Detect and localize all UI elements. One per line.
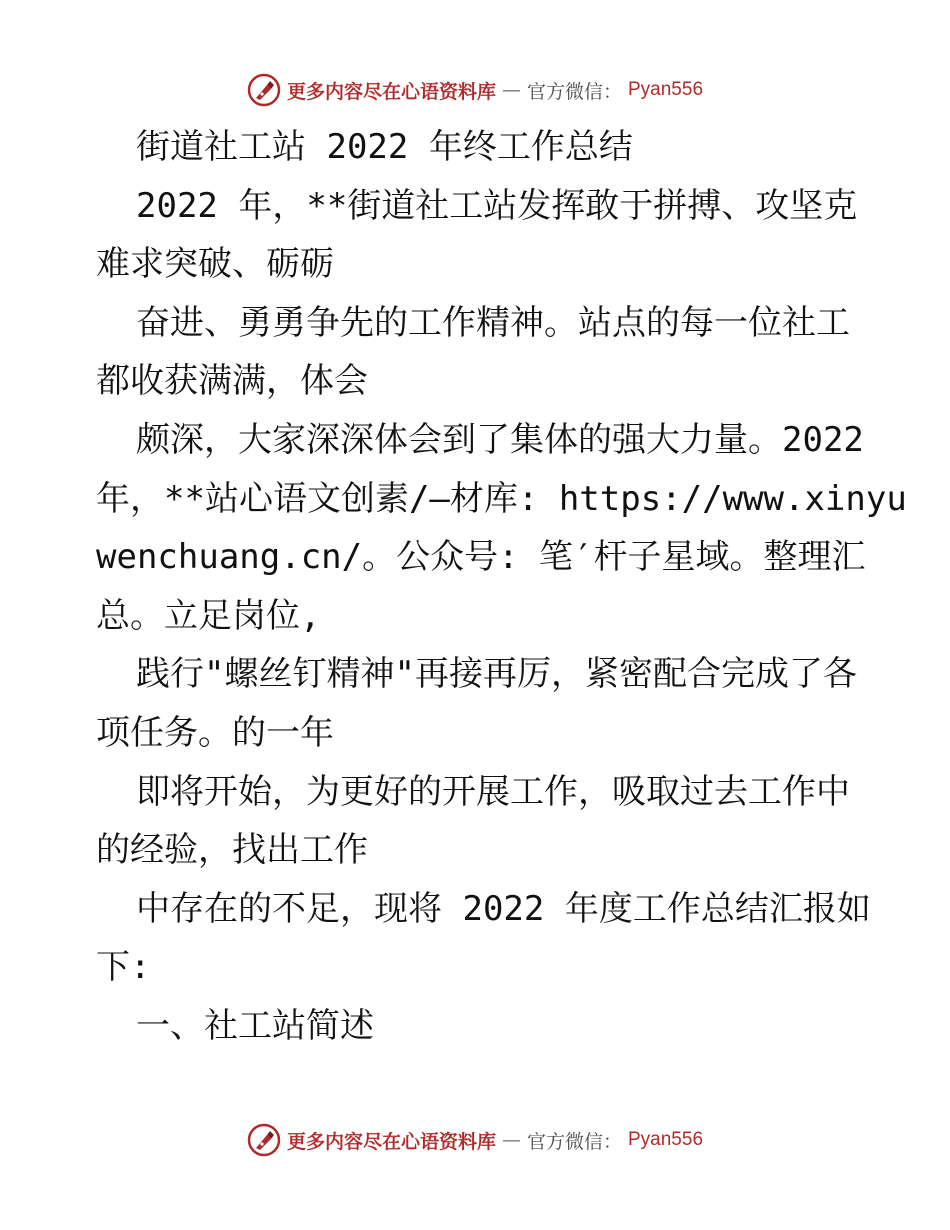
paragraph-line: 都收获满满，体会 xyxy=(96,361,368,402)
banner-contact-label: 官方微信： xyxy=(526,80,622,103)
banner-wechat-id: Pyan556 xyxy=(628,1129,704,1150)
paragraph-line: 践行"螺丝钉精神"再接再厉，紧密配合完成了各 xyxy=(136,654,857,695)
paragraph-line: 项任务。的一年 xyxy=(96,712,334,753)
document-body xyxy=(96,118,907,1056)
banner-contact-label: 官方微信： xyxy=(526,1130,622,1153)
paragraph-line: 颇深，大家深深体会到了集体的强大力量。2022 xyxy=(136,419,864,460)
banner-content xyxy=(247,73,703,107)
banner-dash: — xyxy=(501,1129,521,1151)
paragraph-line: 年，**站心语文创素/—材库: https://www.xinyu xyxy=(96,478,907,519)
section-heading: 一、社工站简述 xyxy=(136,1005,374,1046)
pen-nib-icon xyxy=(247,73,281,107)
paragraph-line: 即将开始，为更好的开展工作，吸取过去工作中 xyxy=(136,771,850,812)
header-banner xyxy=(0,68,950,112)
paragraph-line: 下: xyxy=(96,947,151,988)
banner-slogan: 更多内容尽在心语资料库 xyxy=(286,80,496,103)
document-title: 街道社工站 2022 年终工作总结 xyxy=(136,127,633,167)
paragraph-line: 难求突破、砺砺 xyxy=(96,244,334,285)
paragraph-line: 中存在的不足，现将 2022 年度工作总结汇报如 xyxy=(136,888,871,929)
banner-dash: — xyxy=(501,79,521,101)
footer-banner xyxy=(0,1118,950,1162)
pen-nib-icon xyxy=(247,1123,281,1157)
paragraph-line: 总。立足岗位, xyxy=(96,595,321,636)
paragraph-line: 2022 年，**街道社工站发挥敢于拼搏、攻坚克 xyxy=(136,185,858,226)
banner-content xyxy=(247,1123,703,1157)
paragraph-line: wenchuang.cn/。公众号: 笔′杆子星域。整理汇 xyxy=(96,537,866,578)
banner-slogan: 更多内容尽在心语资料库 xyxy=(286,1130,496,1153)
banner-wechat-id: Pyan556 xyxy=(628,79,704,100)
paragraph-line: 奋进、勇勇争先的工作精神。站点的每一位社工 xyxy=(136,302,850,343)
paragraph-line: 的经验，找出工作 xyxy=(96,830,368,871)
